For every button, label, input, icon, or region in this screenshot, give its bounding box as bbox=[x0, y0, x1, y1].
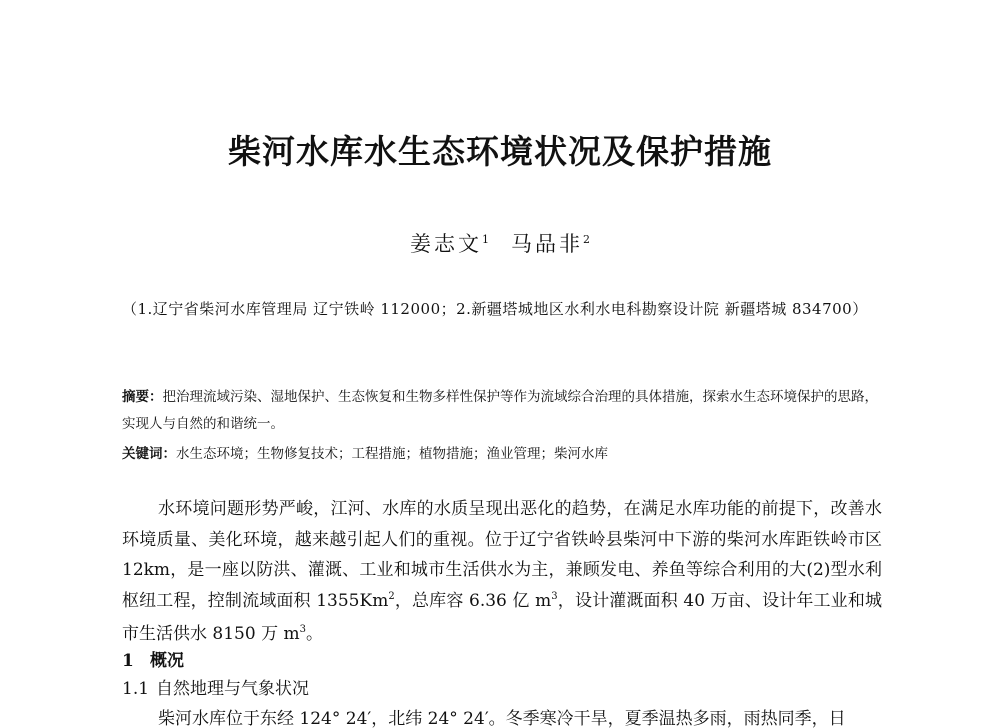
section-heading bbox=[122, 648, 184, 674]
superscript: 2 bbox=[388, 590, 395, 602]
keywords bbox=[122, 441, 882, 468]
subsection-number: 1.1 bbox=[122, 679, 150, 699]
author-line bbox=[0, 228, 1000, 258]
intro-text-2: ，总库容 6.36 亿 m bbox=[394, 590, 552, 611]
abstract-label: 摘要： bbox=[122, 389, 163, 405]
author-name: 马品非 bbox=[511, 232, 583, 256]
superscript: 3 bbox=[551, 590, 558, 602]
intro-text-3: ，设计灌溉面积 40 万亩、设计年工业和城市生活供水 8150 万 m bbox=[122, 590, 882, 644]
author-name: 姜志文 bbox=[410, 232, 482, 256]
paper-title: 柴河水库水生态环境状况及保护措施 bbox=[228, 132, 772, 171]
author-affiliation-mark: 2 bbox=[583, 233, 590, 246]
intro-text-1: 水环境问题形势严峻，江河、水库的水质呈现出恶化的趋势，在满足水库功能的前提下，改善水环境质量、美化环境，越来越引起人们的重视。位于辽宁省铁岭县柴河中下游的柴河水库距铁岭市区 12km，是一座以防洪、灌溉、工业和城市生活供水为主，兼顾发电、养鱼等综合利用的大(2)型水利枢纽工程，控制流域面积 1355Km bbox=[122, 499, 882, 611]
affiliations: （1.辽宁省柴河水库管理局 辽宁铁岭 112000；2.新疆塔城地区水利水电科勘察设计院 新疆塔城 834700） bbox=[122, 300, 868, 318]
superscript: 3 bbox=[299, 624, 306, 635]
subsection-title: 自然地理与气象状况 bbox=[156, 679, 309, 699]
author-affiliation-mark: 1 bbox=[482, 233, 489, 246]
abstract bbox=[122, 384, 882, 438]
section-number: 1 bbox=[122, 651, 134, 671]
intro-text-4: 。 bbox=[305, 624, 323, 644]
keywords-label: 关键词： bbox=[122, 446, 176, 462]
intro-paragraph bbox=[122, 494, 882, 653]
section-title: 概况 bbox=[150, 651, 184, 671]
abstract-text: 把治理流域污染、湿地保护、生态恢复和生物多样性保护等作为流域综合治理的具体措施，探索水生态环境保护的思路，实现人与自然的和谐统一。 bbox=[122, 389, 878, 432]
body-paragraph: 柴河水库位于东经 124° 24′，北纬 24° 24′。冬季寒冷干旱，夏季温热多雨，雨热同季，日 bbox=[158, 709, 846, 728]
keywords-text: 水生态环境；生物修复技术；工程措施；植物措施；渔业管理；柴河水库 bbox=[176, 446, 608, 462]
subsection-heading bbox=[122, 676, 309, 702]
